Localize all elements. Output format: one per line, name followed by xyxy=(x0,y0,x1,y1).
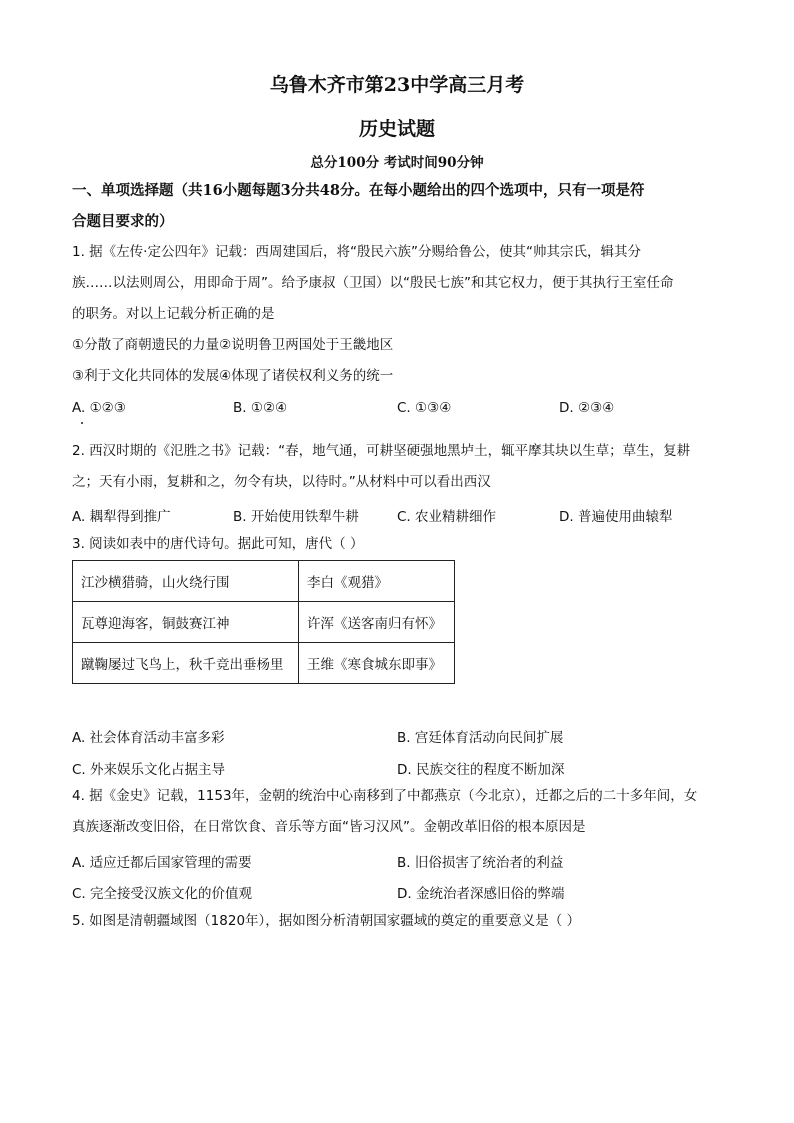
stem-line: 2. 西汉时期的《氾胜之书》记载：“春，地气通，可耕坚硬强地黑垆土，辄平摩其块以生草；草生，复耕 xyxy=(72,443,691,459)
poem-line-cell: 江沙横猎骑，山火绕行围 xyxy=(73,561,299,602)
stem-line: 4. 据《金史》记载，1153年，金朝的统治中心南移到了中都燕京（今北京），迁都之后的二十多年间，女 xyxy=(72,788,698,804)
stem-line: 的职务。对以上记载分析正确的是 xyxy=(72,306,275,322)
poem-line-cell: 瓦尊迎海客，铜鼓赛江神 xyxy=(73,602,299,643)
stem-line: 真族逐渐改变旧俗，在日常饮食、音乐等方面“皆习汉风”。金朝改革旧俗的根本原因是 xyxy=(72,819,586,835)
table-row xyxy=(73,561,455,602)
stray-mark xyxy=(81,422,83,424)
stem-line: 族……以法则周公，用即命于周”。给予康叔（卫国）以“殷民七族”和其它权力，便于其执行王室任命 xyxy=(72,275,674,291)
question-3-option-c[interactable]: C. 外来娱乐文化占据主导 xyxy=(72,762,226,778)
section-heading-line: 合题目要求的） xyxy=(72,213,174,230)
stem-line: ①分散了商朝遗民的力量②说明鲁卫两国处于王畿地区 xyxy=(72,337,394,353)
stem-line: 1. 据《左传·定公四年》记载：西周建国后，将“殷民六族”分赐给鲁公，使其“帅其宗氏，辑其分 xyxy=(72,244,641,260)
stem-line: 3. 阅读如表中的唐代诗句。据此可知，唐代（ ） xyxy=(72,536,364,552)
question-3-option-b[interactable]: B. 宫廷体育活动向民间扩展 xyxy=(397,730,564,746)
question-3-stem xyxy=(72,529,722,560)
section-heading xyxy=(72,175,722,237)
question-2-option-d[interactable]: D. 普遍使用曲辕犁 xyxy=(559,509,673,525)
question-2-option-b[interactable]: B. 开始使用铁犁牛耕 xyxy=(233,509,359,525)
poem-source-cell: 许浑《送客南归有怀》 xyxy=(299,602,455,643)
poem-table xyxy=(72,560,455,684)
question-5-stem xyxy=(72,906,722,937)
question-2-option-c[interactable]: C. 农业精耕细作 xyxy=(397,509,497,525)
question-3-option-a[interactable]: A. 社会体育活动丰富多彩 xyxy=(72,730,225,746)
question-4-option-b[interactable]: B. 旧俗损害了统治者的利益 xyxy=(397,855,564,871)
question-2-stem xyxy=(72,436,722,498)
question-1-option-b[interactable]: B. ①②④ xyxy=(233,400,288,416)
question-2-option-a[interactable]: A. 耦犁得到推广 xyxy=(72,509,171,525)
question-4-stem xyxy=(72,781,722,843)
poem-source-cell: 李白《观猎》 xyxy=(299,561,455,602)
question-1-option-c[interactable]: C. ①③④ xyxy=(397,400,452,416)
question-1-option-d[interactable]: D. ②③④ xyxy=(559,400,615,416)
question-4-option-a[interactable]: A. 适应迁都后国家管理的需要 xyxy=(72,855,252,871)
table-row xyxy=(73,602,455,643)
section-heading-line: 一、单项选择题（共16小题每题3分共48分。在每小题给出的四个选项中，只有一项是符 xyxy=(72,182,645,199)
stem-line: 5. 如图是清朝疆域图（1820年），据如图分析清朝国家疆域的奠定的重要意义是（ ） xyxy=(72,913,581,929)
question-1-option-a[interactable]: A. ①②③ xyxy=(72,400,126,416)
question-4-option-d[interactable]: D. 金统治者深感旧俗的弊端 xyxy=(397,886,565,902)
stem-line: ③利于文化共同体的发展④体现了诸侯权利义务的统一 xyxy=(72,368,394,384)
poem-source-cell: 王维《寒食城东即事》 xyxy=(299,643,455,684)
exam-subtitle: 历史试题 xyxy=(358,118,435,140)
table-row xyxy=(73,643,455,684)
question-3-option-d[interactable]: D. 民族交往的程度不断加深 xyxy=(397,762,565,778)
question-4-option-c[interactable]: C. 完全接受汉族文化的价值观 xyxy=(72,886,253,902)
poem-line-cell: 蹴鞠屡过飞鸟上，秋千竞出垂杨里 xyxy=(73,643,299,684)
exam-info: 总分100分 考试时间90分钟 xyxy=(310,155,484,171)
stem-line: 之；天有小雨，复耕和之，勿令有块，以待时。”从材料中可以看出西汉 xyxy=(72,474,491,490)
question-1-stem xyxy=(72,237,722,392)
exam-title: 乌鲁木齐市第23中学高三月考 xyxy=(269,74,525,96)
